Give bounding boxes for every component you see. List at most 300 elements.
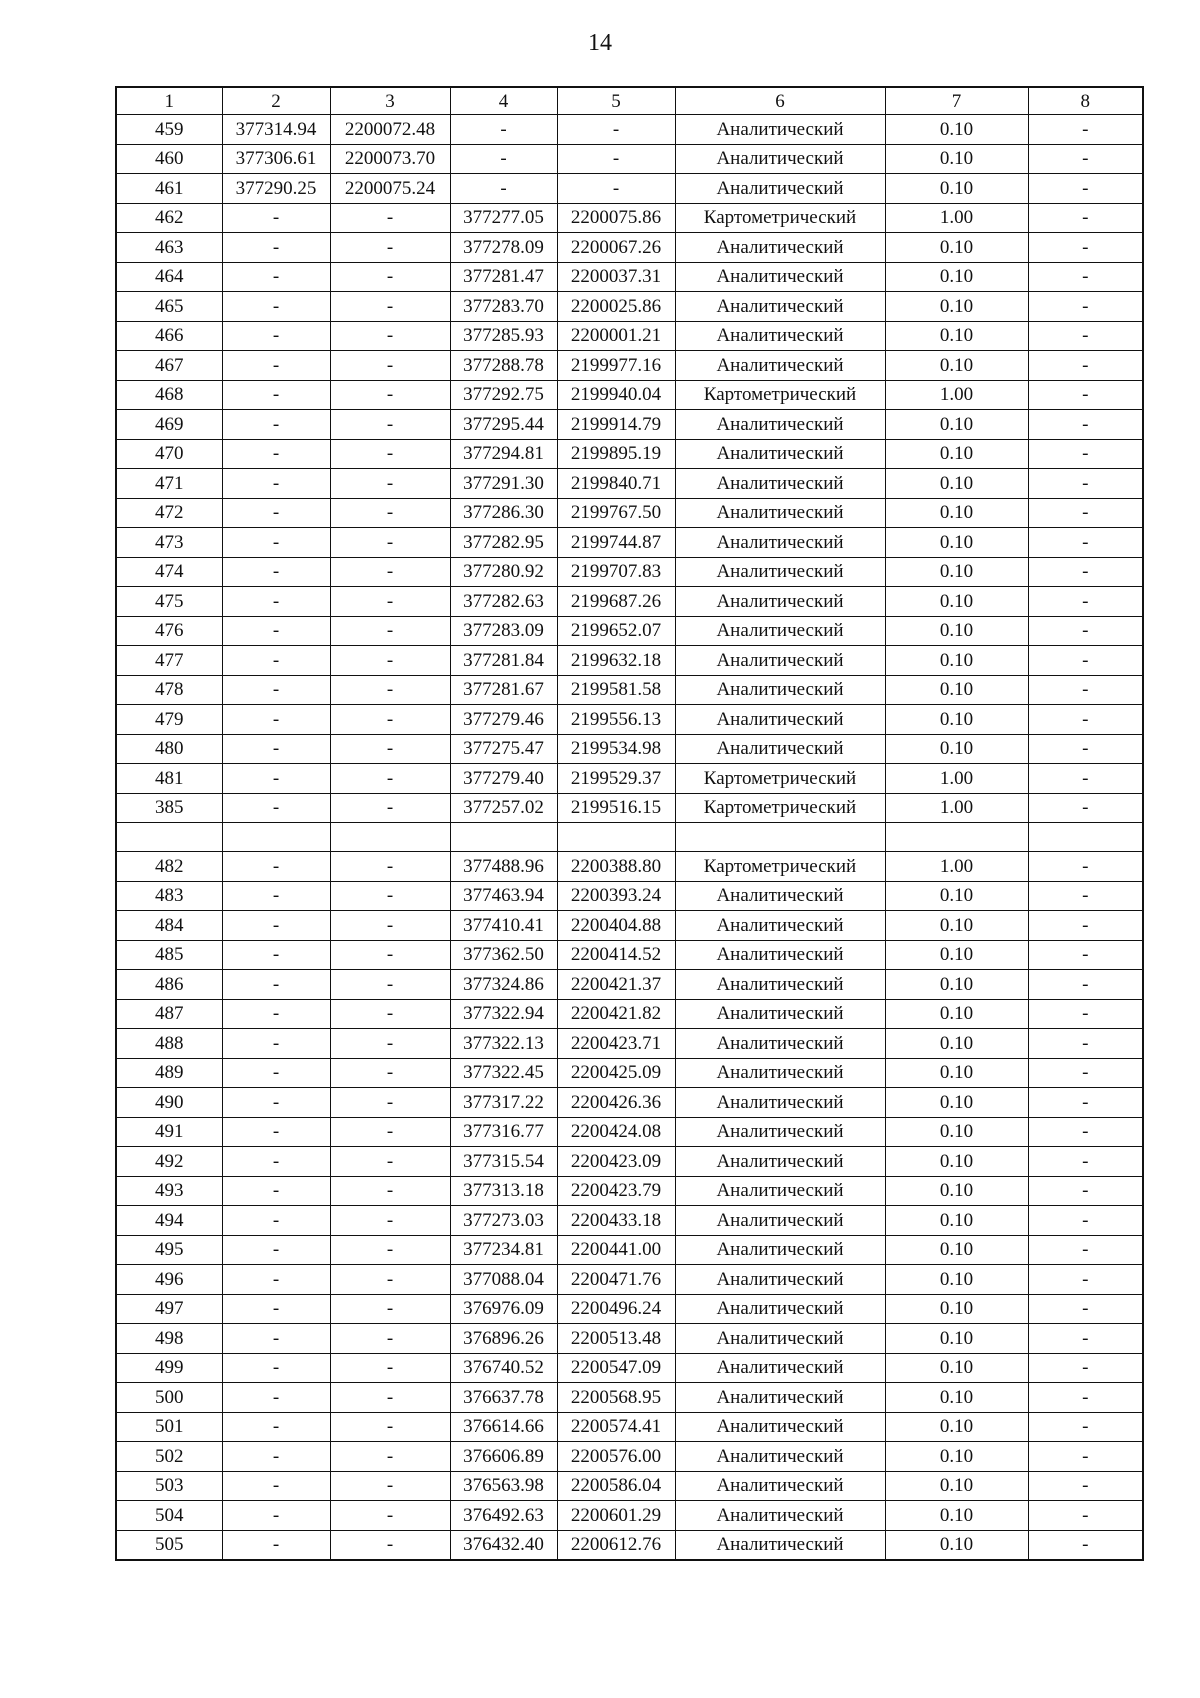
table-cell: 377316.77 bbox=[450, 1117, 557, 1147]
table-cell: Аналитический bbox=[675, 616, 885, 646]
table-cell: Картометрический bbox=[675, 852, 885, 882]
table-row bbox=[116, 321, 1143, 351]
table-cell: 377278.09 bbox=[450, 233, 557, 263]
table-row bbox=[116, 1412, 1143, 1442]
table-cell: - bbox=[222, 498, 330, 528]
table-cell: 377295.44 bbox=[450, 410, 557, 440]
table-cell: - bbox=[1028, 439, 1143, 469]
table-cell: 460 bbox=[116, 144, 222, 174]
page-number: 14 bbox=[588, 30, 612, 56]
table-cell: - bbox=[1028, 233, 1143, 263]
table-cell: 2200496.24 bbox=[557, 1294, 675, 1324]
table-cell: 2199516.15 bbox=[557, 793, 675, 823]
table-cell: - bbox=[1028, 881, 1143, 911]
table-cell: - bbox=[222, 1176, 330, 1206]
table-cell: 503 bbox=[116, 1471, 222, 1501]
table-cell: - bbox=[557, 174, 675, 204]
table-cell: 377290.25 bbox=[222, 174, 330, 204]
table-cell: 2200414.52 bbox=[557, 940, 675, 970]
table-cell: - bbox=[1028, 1353, 1143, 1383]
table-row bbox=[116, 557, 1143, 587]
table-cell: 2199940.04 bbox=[557, 380, 675, 410]
table-cell: 461 bbox=[116, 174, 222, 204]
table-cell: 377281.47 bbox=[450, 262, 557, 292]
table-cell: - bbox=[1028, 616, 1143, 646]
table-cell: Аналитический bbox=[675, 1294, 885, 1324]
table-cell: Аналитический bbox=[675, 557, 885, 587]
table-cell: - bbox=[1028, 292, 1143, 322]
table-cell: 2199652.07 bbox=[557, 616, 675, 646]
table-cell: - bbox=[1028, 675, 1143, 705]
table-cell: 2200424.08 bbox=[557, 1117, 675, 1147]
table-cell: - bbox=[1028, 1147, 1143, 1177]
table-body bbox=[116, 115, 1143, 1561]
table-cell: 482 bbox=[116, 852, 222, 882]
table-cell: - bbox=[222, 351, 330, 381]
table-row bbox=[116, 1088, 1143, 1118]
table-cell: - bbox=[330, 1088, 450, 1118]
table-cell: 0.10 bbox=[885, 351, 1028, 381]
table-cell: - bbox=[222, 557, 330, 587]
table-cell: 377281.84 bbox=[450, 646, 557, 676]
table-cell: - bbox=[222, 881, 330, 911]
table-cell: 0.10 bbox=[885, 1265, 1028, 1295]
table-row bbox=[116, 1501, 1143, 1531]
table-cell: - bbox=[330, 1206, 450, 1236]
table-row bbox=[116, 115, 1143, 145]
table-cell: - bbox=[1028, 1501, 1143, 1531]
table-cell: Аналитический bbox=[675, 1353, 885, 1383]
table-cell: - bbox=[330, 498, 450, 528]
table-cell: 2199529.37 bbox=[557, 764, 675, 794]
table-cell: - bbox=[330, 439, 450, 469]
table-cell: 0.10 bbox=[885, 1442, 1028, 1472]
table-cell: Аналитический bbox=[675, 1117, 885, 1147]
table-cell: - bbox=[1028, 1383, 1143, 1413]
coordinates-table bbox=[115, 86, 1144, 1561]
table-cell: 0.10 bbox=[885, 970, 1028, 1000]
table-cell: 377281.67 bbox=[450, 675, 557, 705]
header-cell: 5 bbox=[557, 87, 675, 115]
table-cell: 2200037.31 bbox=[557, 262, 675, 292]
table-cell: - bbox=[330, 881, 450, 911]
table-cell: 377317.22 bbox=[450, 1088, 557, 1118]
table-cell: 477 bbox=[116, 646, 222, 676]
table-cell: 377273.03 bbox=[450, 1206, 557, 1236]
table-cell: 2199977.16 bbox=[557, 351, 675, 381]
table-cell: 0.10 bbox=[885, 115, 1028, 145]
table-cell: 377294.81 bbox=[450, 439, 557, 469]
table-cell: 0.10 bbox=[885, 1324, 1028, 1354]
table-cell: - bbox=[222, 233, 330, 263]
table-cell: 0.10 bbox=[885, 498, 1028, 528]
table-cell: 2200388.80 bbox=[557, 852, 675, 882]
table-cell: - bbox=[330, 528, 450, 558]
table-cell: - bbox=[222, 1530, 330, 1560]
table-cell: 377257.02 bbox=[450, 793, 557, 823]
table-cell: - bbox=[1028, 410, 1143, 440]
table-cell: 498 bbox=[116, 1324, 222, 1354]
table-cell: - bbox=[222, 852, 330, 882]
table-row bbox=[116, 380, 1143, 410]
table-cell: 501 bbox=[116, 1412, 222, 1442]
table-cell: 2200576.00 bbox=[557, 1442, 675, 1472]
table-cell: - bbox=[222, 1265, 330, 1295]
table-cell: 2200404.88 bbox=[557, 911, 675, 941]
table-cell: - bbox=[450, 144, 557, 174]
table-cell: - bbox=[330, 970, 450, 1000]
table-cell: Аналитический bbox=[675, 528, 885, 558]
table-cell: 0.10 bbox=[885, 557, 1028, 587]
table-cell: 377282.63 bbox=[450, 587, 557, 617]
table-cell: 377463.94 bbox=[450, 881, 557, 911]
table-cell: 2199707.83 bbox=[557, 557, 675, 587]
table-cell: - bbox=[222, 203, 330, 233]
table-cell: - bbox=[330, 675, 450, 705]
table-cell: 2199767.50 bbox=[557, 498, 675, 528]
table-cell: Аналитический bbox=[675, 1235, 885, 1265]
table-row bbox=[116, 1294, 1143, 1324]
table-cell: - bbox=[222, 292, 330, 322]
table-cell: 2200471.76 bbox=[557, 1265, 675, 1295]
table-cell: 490 bbox=[116, 1088, 222, 1118]
table-cell: Картометрический bbox=[675, 764, 885, 794]
table-cell bbox=[222, 823, 330, 852]
table-cell: - bbox=[330, 1412, 450, 1442]
table-cell: - bbox=[330, 1353, 450, 1383]
table-cell: 0.10 bbox=[885, 174, 1028, 204]
table-cell: - bbox=[1028, 1324, 1143, 1354]
table-cell: 377282.95 bbox=[450, 528, 557, 558]
header-cell: 2 bbox=[222, 87, 330, 115]
table-cell: Аналитический bbox=[675, 1324, 885, 1354]
table-cell: - bbox=[330, 734, 450, 764]
table-cell: 0.10 bbox=[885, 675, 1028, 705]
table-cell: - bbox=[330, 1265, 450, 1295]
table-cell: - bbox=[330, 380, 450, 410]
table-cell: - bbox=[1028, 852, 1143, 882]
table-cell: 0.10 bbox=[885, 1383, 1028, 1413]
table-row bbox=[116, 1117, 1143, 1147]
table-cell: 500 bbox=[116, 1383, 222, 1413]
table-cell: - bbox=[222, 705, 330, 735]
table-cell: - bbox=[1028, 970, 1143, 1000]
table-cell: Аналитический bbox=[675, 321, 885, 351]
table-cell: 377283.70 bbox=[450, 292, 557, 322]
table-cell bbox=[675, 823, 885, 852]
table-cell: 376563.98 bbox=[450, 1471, 557, 1501]
table-cell: - bbox=[222, 675, 330, 705]
table-row bbox=[116, 1206, 1143, 1236]
table-cell: - bbox=[1028, 262, 1143, 292]
table-cell: 2200072.48 bbox=[330, 115, 450, 145]
table-cell: 0.10 bbox=[885, 734, 1028, 764]
table-cell: 2200425.09 bbox=[557, 1058, 675, 1088]
table-cell: - bbox=[330, 1147, 450, 1177]
table-cell: - bbox=[1028, 999, 1143, 1029]
table-cell: 2200001.21 bbox=[557, 321, 675, 351]
table-cell: Аналитический bbox=[675, 999, 885, 1029]
table-row bbox=[116, 262, 1143, 292]
table-cell: - bbox=[330, 764, 450, 794]
table-row bbox=[116, 469, 1143, 499]
table-row bbox=[116, 203, 1143, 233]
table-cell: - bbox=[1028, 380, 1143, 410]
table-cell: - bbox=[222, 321, 330, 351]
header-cell: 8 bbox=[1028, 87, 1143, 115]
table-cell: 0.10 bbox=[885, 1353, 1028, 1383]
table-cell: - bbox=[330, 705, 450, 735]
table-cell: - bbox=[222, 1324, 330, 1354]
header-cell: 6 bbox=[675, 87, 885, 115]
table-cell: 0.10 bbox=[885, 1117, 1028, 1147]
table-cell: 486 bbox=[116, 970, 222, 1000]
table-row bbox=[116, 911, 1143, 941]
table-cell: - bbox=[330, 203, 450, 233]
table-cell: 2200574.41 bbox=[557, 1412, 675, 1442]
table-cell: 2200067.26 bbox=[557, 233, 675, 263]
table-row bbox=[116, 705, 1143, 735]
table-cell: - bbox=[222, 528, 330, 558]
table-cell: 1.00 bbox=[885, 764, 1028, 794]
table-row bbox=[116, 587, 1143, 617]
table-cell: - bbox=[1028, 1117, 1143, 1147]
table-cell: - bbox=[330, 321, 450, 351]
table-row bbox=[116, 1471, 1143, 1501]
table-cell: 462 bbox=[116, 203, 222, 233]
table-cell: - bbox=[222, 764, 330, 794]
table-cell: 0.10 bbox=[885, 1206, 1028, 1236]
table-cell: 459 bbox=[116, 115, 222, 145]
table-cell: 377291.30 bbox=[450, 469, 557, 499]
table-cell: Аналитический bbox=[675, 705, 885, 735]
table-row bbox=[116, 1147, 1143, 1177]
table-cell: - bbox=[1028, 1206, 1143, 1236]
table-row bbox=[116, 1324, 1143, 1354]
table-cell: Аналитический bbox=[675, 587, 885, 617]
table-cell: - bbox=[557, 144, 675, 174]
table-cell: 470 bbox=[116, 439, 222, 469]
table-cell: Аналитический bbox=[675, 1383, 885, 1413]
table-cell: 377286.30 bbox=[450, 498, 557, 528]
table-cell: Аналитический bbox=[675, 1147, 885, 1177]
table-cell: 0.10 bbox=[885, 262, 1028, 292]
table-cell: 494 bbox=[116, 1206, 222, 1236]
table-cell: - bbox=[330, 233, 450, 263]
table-cell: Аналитический bbox=[675, 115, 885, 145]
table-cell: 484 bbox=[116, 911, 222, 941]
table-cell: - bbox=[330, 410, 450, 440]
table-cell: Аналитический bbox=[675, 174, 885, 204]
table-cell: Аналитический bbox=[675, 734, 885, 764]
table-cell: - bbox=[1028, 1294, 1143, 1324]
table-cell: Аналитический bbox=[675, 1058, 885, 1088]
table-cell: - bbox=[1028, 469, 1143, 499]
table-cell: - bbox=[222, 1353, 330, 1383]
table-cell: - bbox=[222, 1471, 330, 1501]
table-cell: - bbox=[222, 1147, 330, 1177]
table-cell: 464 bbox=[116, 262, 222, 292]
table-cell: 377292.75 bbox=[450, 380, 557, 410]
table-row bbox=[116, 1265, 1143, 1295]
table-row bbox=[116, 1353, 1143, 1383]
table-cell: 504 bbox=[116, 1501, 222, 1531]
table-cell: 377280.92 bbox=[450, 557, 557, 587]
table-cell: - bbox=[1028, 911, 1143, 941]
table-row bbox=[116, 852, 1143, 882]
header-cell: 4 bbox=[450, 87, 557, 115]
table-cell: 2200423.71 bbox=[557, 1029, 675, 1059]
table-cell: - bbox=[1028, 321, 1143, 351]
table-row bbox=[116, 1029, 1143, 1059]
table-cell: Аналитический bbox=[675, 675, 885, 705]
table-row bbox=[116, 410, 1143, 440]
table-cell: 0.10 bbox=[885, 292, 1028, 322]
table-cell: - bbox=[222, 262, 330, 292]
table-cell: 377279.46 bbox=[450, 705, 557, 735]
table-cell: 502 bbox=[116, 1442, 222, 1472]
table-cell: - bbox=[1028, 1530, 1143, 1560]
table-cell: - bbox=[1028, 115, 1143, 145]
table-cell: Аналитический bbox=[675, 233, 885, 263]
table-cell: - bbox=[222, 1117, 330, 1147]
table-row bbox=[116, 144, 1143, 174]
table-cell: Аналитический bbox=[675, 1206, 885, 1236]
table-cell: - bbox=[1028, 203, 1143, 233]
table-cell: 385 bbox=[116, 793, 222, 823]
table-cell: - bbox=[330, 557, 450, 587]
table-cell: 497 bbox=[116, 1294, 222, 1324]
table-cell: Аналитический bbox=[675, 144, 885, 174]
table-cell: 376432.40 bbox=[450, 1530, 557, 1560]
table-cell: 0.10 bbox=[885, 1088, 1028, 1118]
table-cell: 2200073.70 bbox=[330, 144, 450, 174]
table-cell: 376896.26 bbox=[450, 1324, 557, 1354]
table-cell: 377322.94 bbox=[450, 999, 557, 1029]
table-cell: - bbox=[330, 1383, 450, 1413]
table-row bbox=[116, 233, 1143, 263]
table-cell: - bbox=[222, 1206, 330, 1236]
table-cell: 377322.13 bbox=[450, 1029, 557, 1059]
table-cell: Картометрический bbox=[675, 793, 885, 823]
table-cell: - bbox=[330, 1530, 450, 1560]
table-cell: 0.10 bbox=[885, 1530, 1028, 1560]
table-cell: 1.00 bbox=[885, 852, 1028, 882]
table-cell: - bbox=[1028, 1235, 1143, 1265]
table-cell: - bbox=[222, 734, 330, 764]
table-row bbox=[116, 1176, 1143, 1206]
table-cell: 2200426.36 bbox=[557, 1088, 675, 1118]
table-cell: - bbox=[222, 380, 330, 410]
table-cell: 377322.45 bbox=[450, 1058, 557, 1088]
table-row bbox=[116, 940, 1143, 970]
table-cell: - bbox=[330, 351, 450, 381]
table-cell: - bbox=[222, 793, 330, 823]
table-cell: - bbox=[1028, 1471, 1143, 1501]
table-cell: 2199895.19 bbox=[557, 439, 675, 469]
table-cell bbox=[885, 823, 1028, 852]
header-cell: 1 bbox=[116, 87, 222, 115]
table-cell: - bbox=[222, 646, 330, 676]
table-cell: - bbox=[222, 1501, 330, 1531]
table-cell: - bbox=[222, 1029, 330, 1059]
table-row bbox=[116, 498, 1143, 528]
table-cell: 2200586.04 bbox=[557, 1471, 675, 1501]
table-cell: 505 bbox=[116, 1530, 222, 1560]
table-cell: 2199632.18 bbox=[557, 646, 675, 676]
table-cell: 377488.96 bbox=[450, 852, 557, 882]
table-cell: 376637.78 bbox=[450, 1383, 557, 1413]
table-cell: 377362.50 bbox=[450, 940, 557, 970]
table-row bbox=[116, 616, 1143, 646]
table-cell: 377279.40 bbox=[450, 764, 557, 794]
table-cell: 485 bbox=[116, 940, 222, 970]
table-cell: - bbox=[1028, 940, 1143, 970]
table-cell: - bbox=[222, 410, 330, 440]
table-cell: - bbox=[1028, 1442, 1143, 1472]
table-cell: Аналитический bbox=[675, 1088, 885, 1118]
table-cell: 2200075.24 bbox=[330, 174, 450, 204]
table-cell: 0.10 bbox=[885, 616, 1028, 646]
table-cell: Аналитический bbox=[675, 351, 885, 381]
table-cell: 493 bbox=[116, 1176, 222, 1206]
table-row bbox=[116, 734, 1143, 764]
table-cell: 489 bbox=[116, 1058, 222, 1088]
table-cell: 1.00 bbox=[885, 203, 1028, 233]
table-cell: Картометрический bbox=[675, 203, 885, 233]
table-cell: - bbox=[330, 940, 450, 970]
table-cell: Аналитический bbox=[675, 940, 885, 970]
table-cell: 2200423.79 bbox=[557, 1176, 675, 1206]
table-cell: Аналитический bbox=[675, 881, 885, 911]
table-cell: - bbox=[1028, 646, 1143, 676]
table-cell: Картометрический bbox=[675, 380, 885, 410]
table-row bbox=[116, 1442, 1143, 1472]
table-cell: - bbox=[330, 1501, 450, 1531]
table-cell: 0.10 bbox=[885, 144, 1028, 174]
table-cell: - bbox=[330, 1176, 450, 1206]
table-cell: - bbox=[222, 469, 330, 499]
table-row bbox=[116, 793, 1143, 823]
table-cell: - bbox=[330, 1471, 450, 1501]
table-cell: - bbox=[330, 262, 450, 292]
table-cell: - bbox=[222, 587, 330, 617]
table-cell: 472 bbox=[116, 498, 222, 528]
table-cell: - bbox=[330, 1117, 450, 1147]
table-cell: 2199581.58 bbox=[557, 675, 675, 705]
table-cell: - bbox=[330, 1442, 450, 1472]
table-cell: 0.10 bbox=[885, 321, 1028, 351]
table-cell: 479 bbox=[116, 705, 222, 735]
table-cell: Аналитический bbox=[675, 1471, 885, 1501]
table-cell: 492 bbox=[116, 1147, 222, 1177]
table-cell: Аналитический bbox=[675, 439, 885, 469]
table-cell: Аналитический bbox=[675, 1029, 885, 1059]
table-cell: - bbox=[1028, 557, 1143, 587]
table-cell: 468 bbox=[116, 380, 222, 410]
table-cell: 376614.66 bbox=[450, 1412, 557, 1442]
table-cell: 2200612.76 bbox=[557, 1530, 675, 1560]
table-cell: Аналитический bbox=[675, 1501, 885, 1531]
table-cell: 0.10 bbox=[885, 233, 1028, 263]
table-cell: 2200393.24 bbox=[557, 881, 675, 911]
table-cell: 0.10 bbox=[885, 1029, 1028, 1059]
table-cell: 2200547.09 bbox=[557, 1353, 675, 1383]
table-cell: 466 bbox=[116, 321, 222, 351]
table-cell: 377313.18 bbox=[450, 1176, 557, 1206]
table-cell: 0.10 bbox=[885, 587, 1028, 617]
table-cell bbox=[116, 823, 222, 852]
